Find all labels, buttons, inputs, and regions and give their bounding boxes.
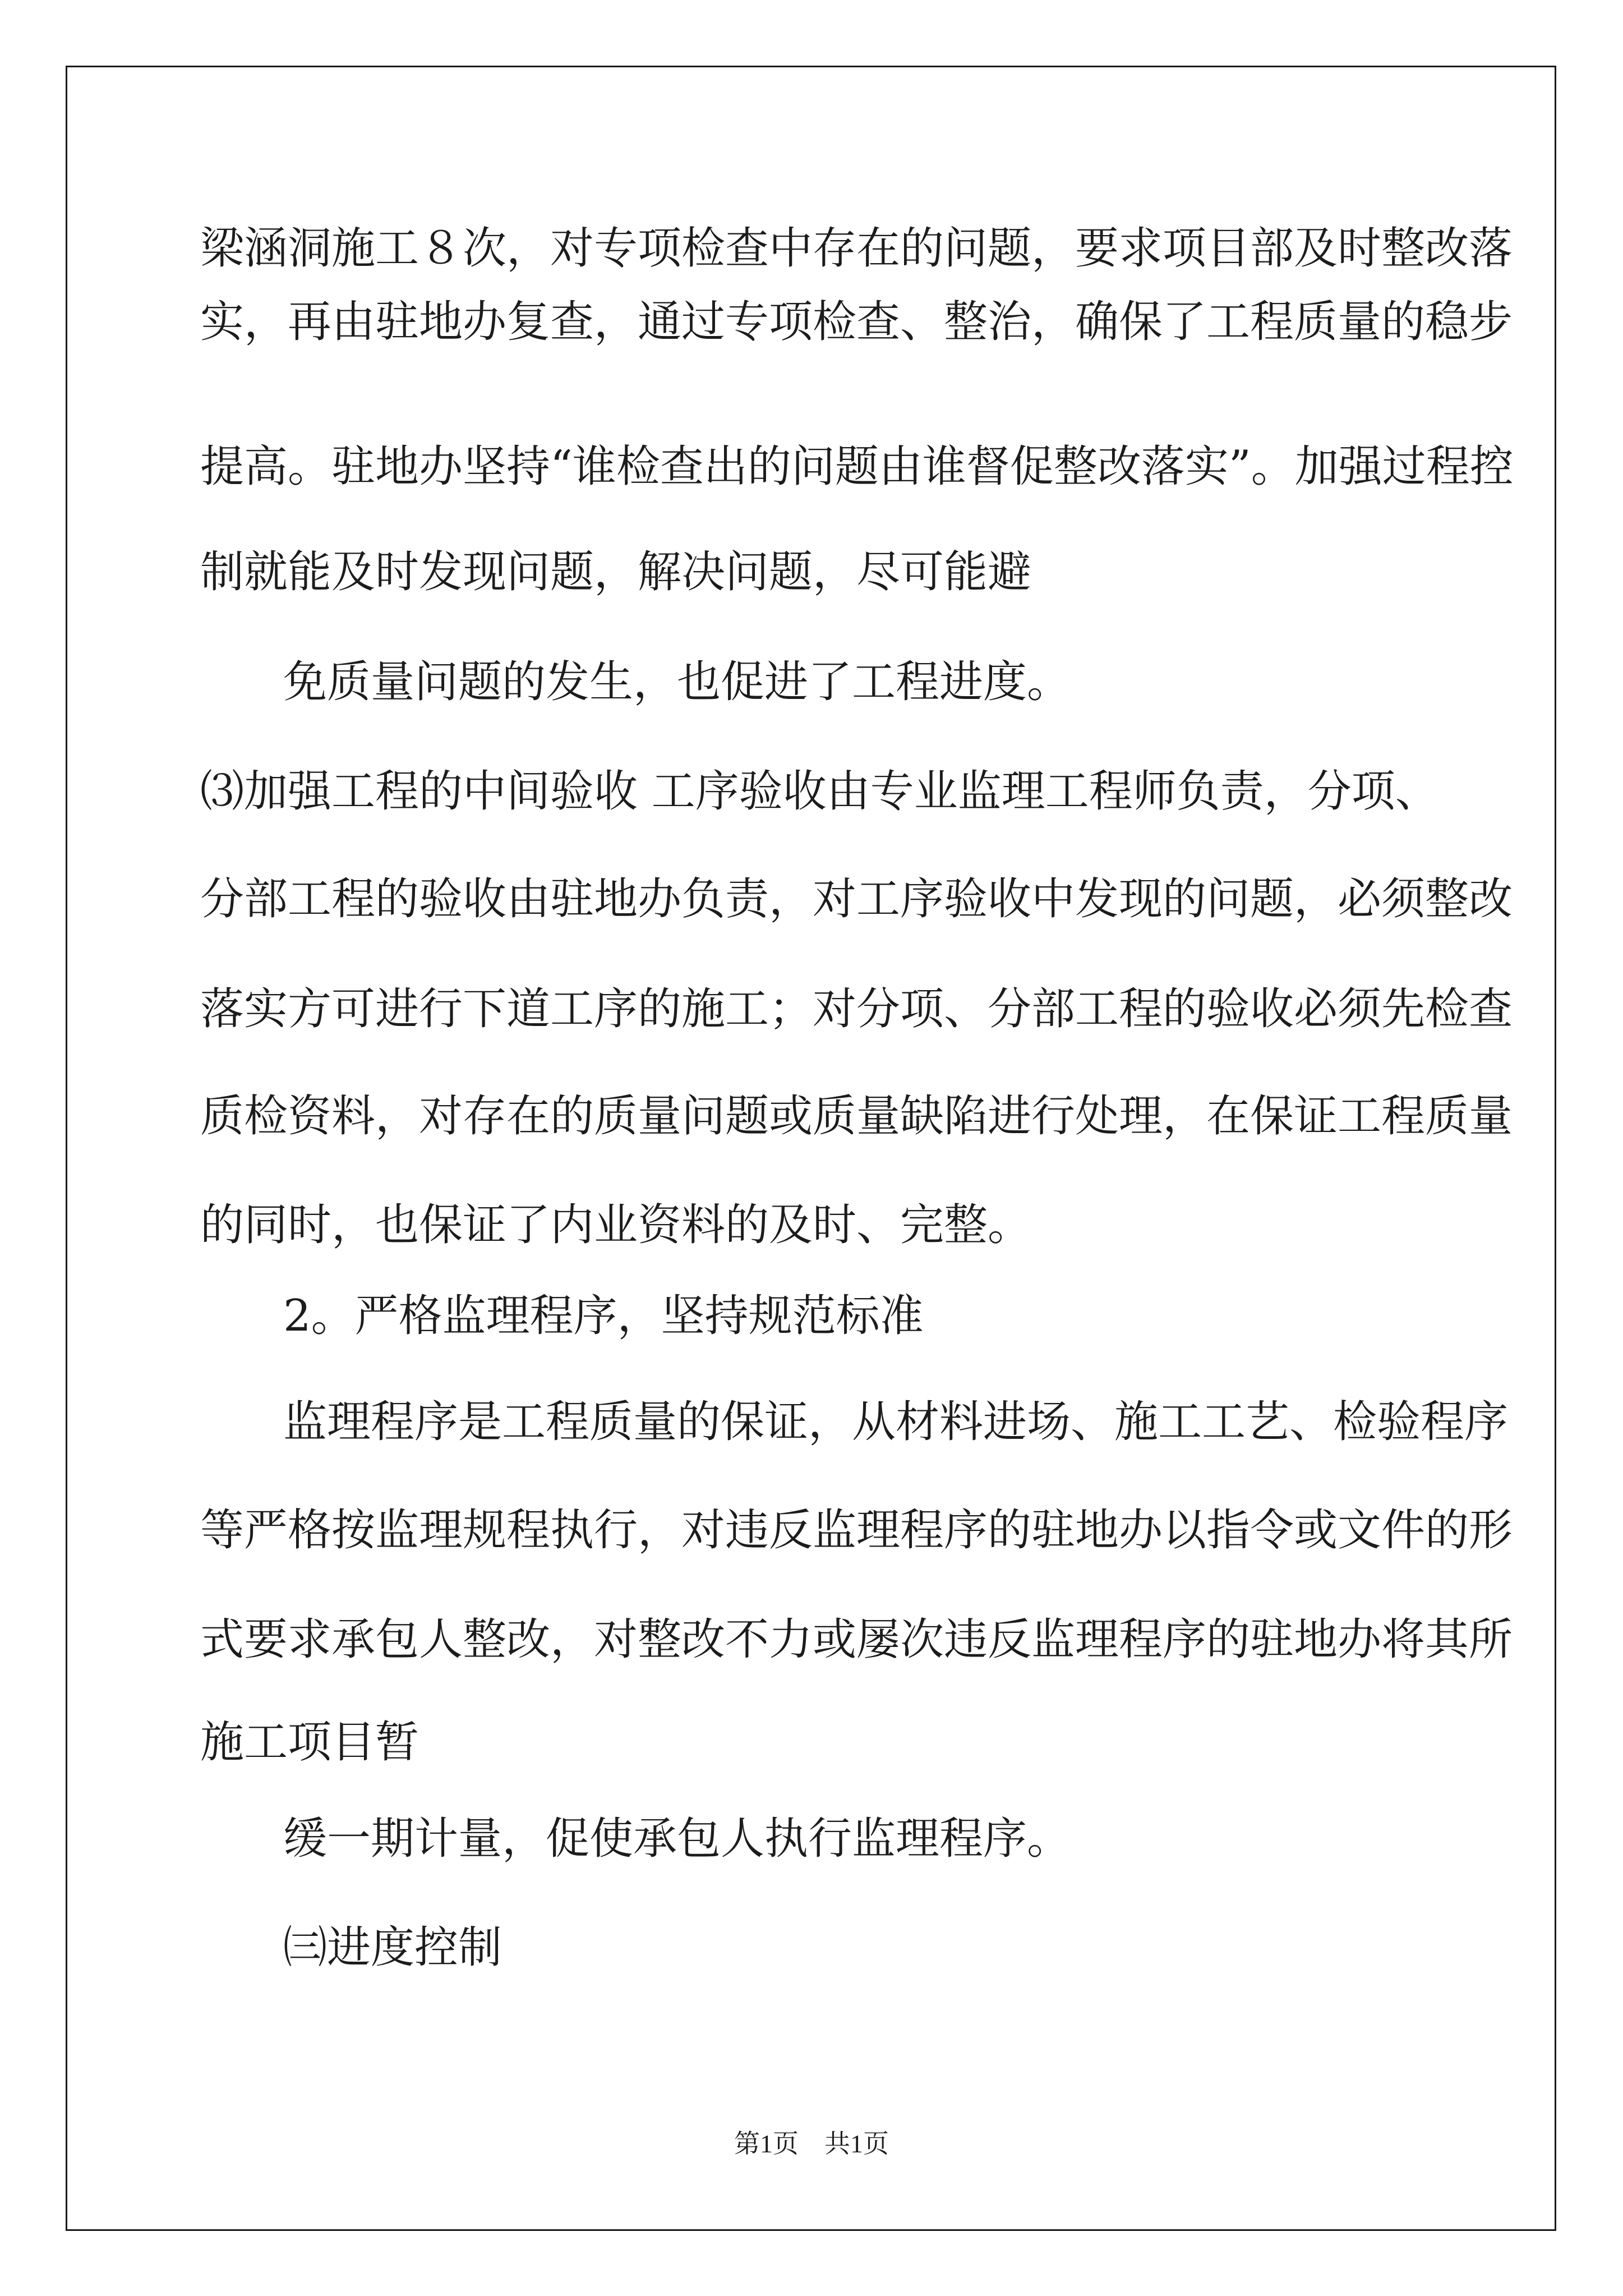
section-heading: ㈢进度控制 (283, 1922, 502, 1973)
text-line: 梁涵洞施工８次，对专项检查中存在的问题，要求项目部及时整改落 (200, 223, 1513, 274)
text-line: 免质量问题的发生，也促进了工程进度。 (283, 657, 1071, 707)
text-line: 提高。驻地办坚持“谁检查出的问题由谁督促整改落实”。加强过程控 (200, 441, 1514, 492)
text-line: ⑶加强工程的中间验收 工序验收由专业监理工程师负责，分项、 (200, 766, 1439, 817)
section-heading: 2。严格监理程序，坚持规范标准 (283, 1291, 924, 1341)
text-line: 监理程序是工程质量的保证，从材料进场、施工工艺、检验程序 (283, 1397, 1509, 1447)
text-line: 缓一期计量，促使承包人执行监理程序。 (283, 1814, 1071, 1864)
text-line: 式要求承包人整改，对整改不力或屡次违反监理程序的驻地办将其所 (200, 1614, 1513, 1665)
text-line: 落实方可进行下道工序的施工；对分项、分部工程的验收必须先检查 (200, 984, 1513, 1034)
text-line: 的同时，也保证了内业资料的及时、完整。 (200, 1200, 1032, 1250)
text-line: 质检资料，对存在的质量问题或质量缺陷进行处理，在保证工程质量 (200, 1091, 1513, 1142)
page-border (66, 66, 1556, 2231)
text-line: 实，再由驻地办复查，通过专项检查、整治，确保了工程质量的稳步 (200, 297, 1513, 347)
text-line: 制就能及时发现问题，解决问题，尽可能避 (200, 547, 1032, 597)
text-line: 分部工程的验收由驻地办负责，对工序验收中发现的问题，必须整改 (200, 874, 1513, 924)
text-line: 施工项目暂 (200, 1717, 419, 1768)
text-line: 等严格按监理规程执行，对违反监理程序的驻地办以指令或文件的形 (200, 1505, 1513, 1556)
page-number: 第1页 共1页 (734, 2129, 889, 2158)
